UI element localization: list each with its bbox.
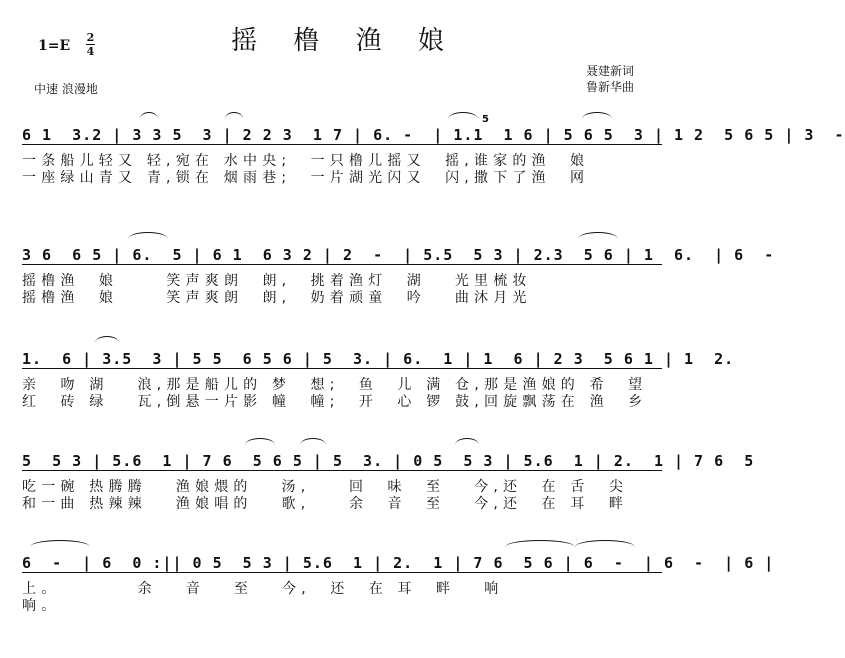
lyric-verse-2: 红 砖 绿 瓦,倒悬一片影 幢 幢; 开 心 锣 鼓,回旋飘荡在 渔 乡 [22, 394, 648, 410]
meter-top: 2 [86, 31, 95, 44]
notation-line: 6 1 3.2 | 3 3 5 3 | 2 2 3 1 7 | 6. - | 1.1 1 6 | 5 6 5 3 | 1 2 5 6 5 | 3 - [22, 126, 845, 144]
slur-mark [30, 540, 90, 547]
music-system-3 [0, 344, 735, 454]
slur-mark [505, 540, 575, 547]
time-signature [86, 32, 95, 57]
music-system-1 [0, 114, 845, 230]
notation-line: 3 6 6 5 | 6. 5 | 6 1 6 3 2 | 2 - | 5.5 5 3 | 2.3 5 6 | 1 6. | 6 - [22, 246, 775, 264]
notation-line: 5 5 3 | 5.6 1 | 7 6 5 6 5 | 5 3. | 0 5 5 3 | 5.6 1 | 2. 1 | 7 6 5 [22, 452, 755, 470]
music-system-4 [0, 446, 755, 556]
lyric-verse-2: 响。 [22, 598, 61, 614]
slur-mark [448, 112, 478, 119]
music-system-2 [0, 240, 775, 350]
slur-mark [582, 112, 612, 119]
slur-mark [245, 438, 275, 445]
beam-line [22, 144, 662, 145]
lyric-verse-1: 摇橹渔 娘 笑声爽朗 朗, 挑着渔灯 湖 光里梳妆 [22, 273, 532, 289]
beam-line [22, 572, 662, 573]
lyric-verse-1: 吃一碗 热腾腾 渔娘煨的 汤, 回 味 至 今,还 在 舌 尖 [22, 479, 629, 495]
lyric-verse-1: 上。 余 音 至 今, 还 在 耳 畔 响 [22, 581, 504, 597]
beam-line [22, 368, 662, 369]
slur-mark [128, 232, 168, 239]
notation-line: 6 - | 6 0 :|| 0 5 5 3 | 5.6 1 | 2. 1 | 7 6 5 6 | 6 - | 6 - | 6 | [22, 554, 775, 572]
lyric-verse-1: 亲 吻 湖 浪,那是船儿的 梦 想; 鱼 儿 满 仓,那是渔娘的 希 望 [22, 377, 648, 393]
lyric-verse-2: 一座绿山青又 青,锁在 烟雨巷; 一片湖光闪又 闪,撒下了渔 网 [22, 170, 590, 186]
slur-mark [225, 112, 243, 119]
lyric-verse-1: 一条船儿轻又 轻,宛在 水中央; 一只橹儿摇又 摇,谁家的渔 娘 [22, 153, 590, 169]
grace-note: 5 [482, 114, 489, 125]
composer-credit: 鲁新华曲 [586, 80, 635, 94]
meter-bottom: 4 [86, 45, 95, 58]
song-title: 摇 橹 渔 娘 [231, 26, 458, 56]
slur-mark [578, 232, 618, 239]
slur-mark [455, 438, 479, 445]
beam-line [22, 470, 662, 471]
notation-line: 1. 6 | 3.5 3 | 5 5 6 5 6 | 5 3. | 6. 1 | 1 6 | 2 3 5 6 1 | 1 2. [22, 350, 735, 368]
lyric-verse-2: 摇橹渔 娘 笑声爽朗 朗, 奶着顽童 吟 曲沐月光 [22, 290, 532, 306]
lyric-verse-2: 和一曲 热辣辣 渔娘唱的 歌, 余 音 至 今,还 在 耳 畔 [22, 496, 629, 512]
slur-mark [300, 438, 326, 445]
tempo-marking: 中速 浪漫地 [34, 82, 98, 96]
key-signature: 1=E [38, 38, 71, 54]
music-system-5 [0, 548, 775, 658]
beam-line [22, 264, 662, 265]
slur-mark [575, 540, 635, 547]
slur-mark [95, 336, 119, 343]
slur-mark [140, 112, 158, 119]
lyricist-credit: 聂建新词 [586, 64, 635, 78]
